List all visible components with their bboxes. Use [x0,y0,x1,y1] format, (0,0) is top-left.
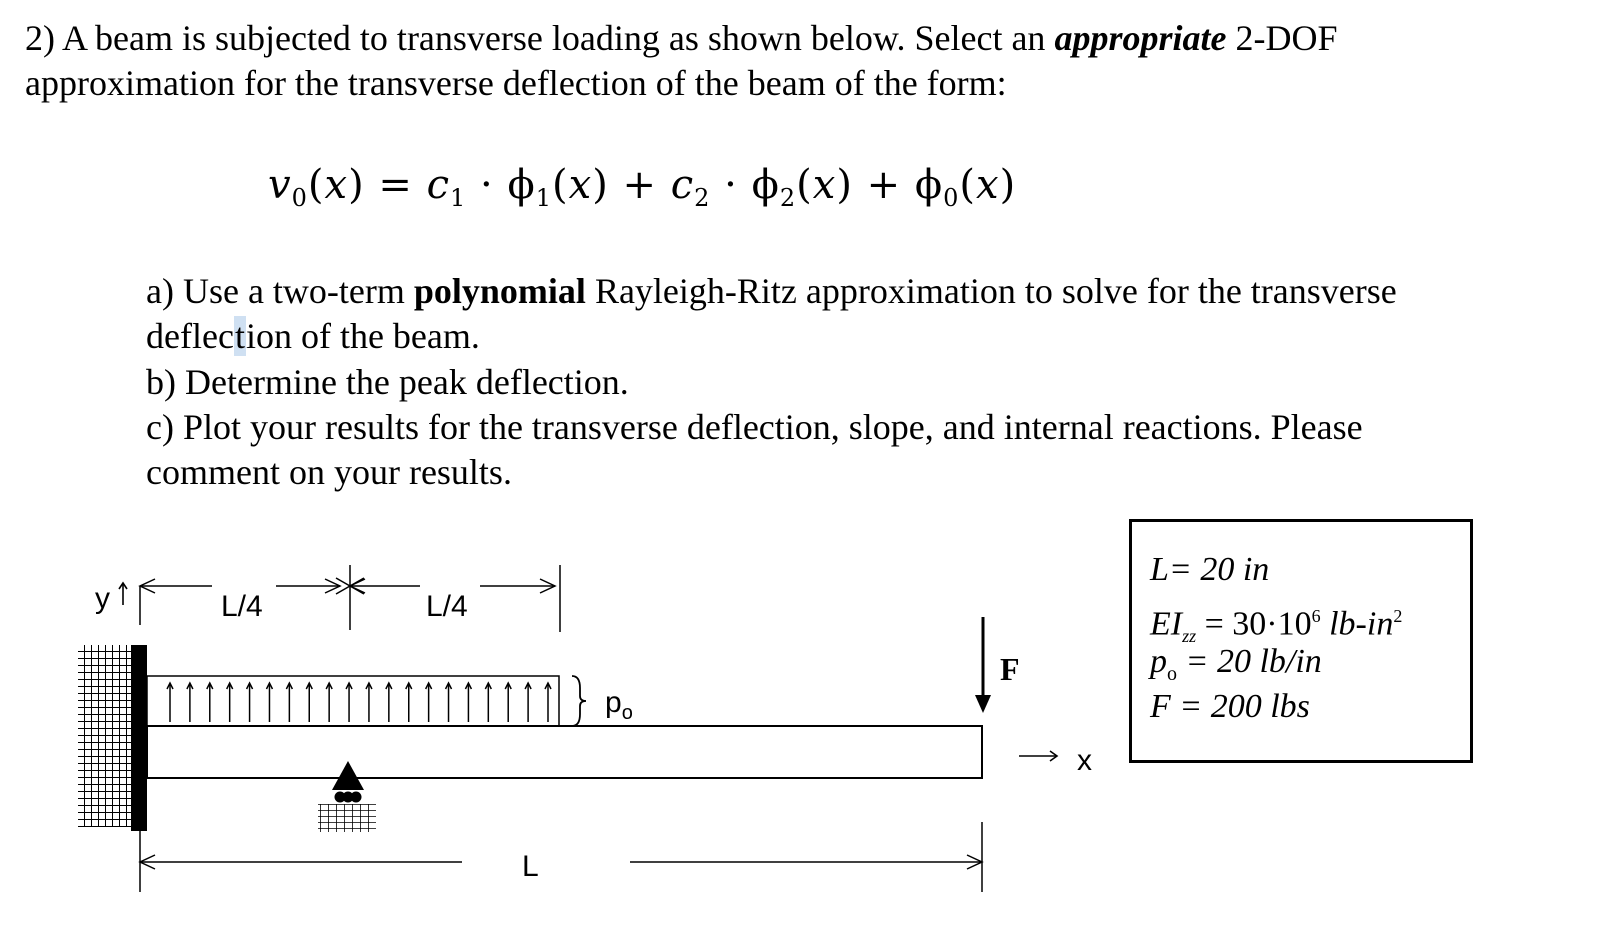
ei-exp: 6 [1311,606,1321,626]
dim-quarter-1: L/4 [221,590,263,623]
force-label: F [1000,651,1020,687]
part-a2-pre: deflec [146,316,234,356]
x-axis-label: x [1077,744,1092,777]
load-label: $p_o$ [605,686,633,724]
force-arrow [975,617,991,713]
fixed-wall [131,645,147,831]
y-axis-label: y [95,582,110,615]
intro-text-post: 2-DOF [1226,18,1338,58]
text-cursor-highlight: t [234,316,245,356]
ei-sub: zz [1182,626,1197,647]
po-symbol: p [1150,643,1167,680]
param-force: F = 200 lbs [1150,688,1310,725]
part-a-bold: polynomial [413,271,586,311]
po-sub: o [1167,662,1177,685]
intro-text-pre: 2) A beam is subjected to transverse loading as shown below. Select an [25,18,1055,58]
dim-quarter-2: L/4 [426,590,468,623]
part-a2-post: ion of the beam. [245,316,480,356]
fixed-support-hatch [78,645,134,827]
problem-intro-line-2: approximation for the transverse deflection of the beam of the form: [25,63,1007,103]
dim-length: L [522,850,539,883]
approximation-equation: $v_0(x) = c_1 \cdot \phi_1(x) + c_2 \cdot \phi_2(x) + \phi_0(x)$ [268,162,1017,212]
part-a-post: Rayleigh-Ritz approximation to solve for the transverse [585,271,1397,311]
ei-unit: lb-in [1320,605,1394,643]
part-a-pre: a) Use a two-term [146,271,414,311]
load-brace [572,676,586,726]
intro-emphasis: appropriate [1054,18,1227,58]
ei-symbol: EI [1150,605,1183,643]
part-b: b) Determine the peak deflection. [146,362,629,402]
ei-value: = 30·10 [1196,605,1312,643]
length-dimension-line [140,822,982,892]
po-value: = 20 lb/in [1177,643,1322,680]
part-c-line-1: c) Plot your results for the transverse deflection, slope, and internal reactions. Please [146,407,1363,447]
load-arrows [167,683,551,722]
ei-unit-exp: 2 [1393,606,1403,626]
beam [147,726,982,778]
part-c-line-2: comment on your results. [146,452,512,492]
param-length: L= 20 in [1150,551,1270,588]
y-axis-arrow [119,583,127,605]
quarter-dimension-line [140,565,560,632]
x-axis-arrow [1019,751,1057,761]
